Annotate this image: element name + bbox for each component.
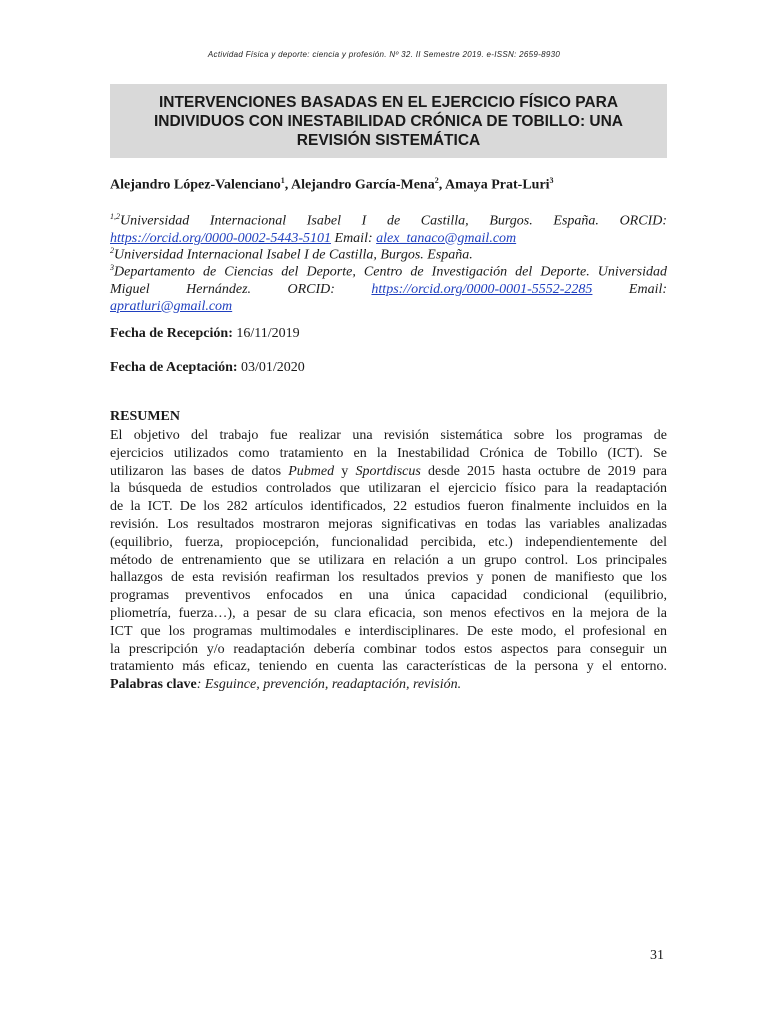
orcid-link[interactable]: https://orcid.org/0000-0001-5552-2285 — [371, 281, 593, 297]
email-link[interactable]: alex_tanaco@gmail.com — [376, 230, 517, 246]
affiliation-mark: 3 — [110, 263, 114, 272]
author-name: Amaya Prat-Luri — [444, 177, 550, 193]
abstract-body: El objetivo del trabajo fue realizar una revisión sistemática sobre los programas de ejercicios utilizados como tratamiento en la Inestabilidad Crónica de Tobillo (ICT). Se utilizaron las bases de datos Pubmed y Sportdiscus desde 2015 hasta octubre de 2019 para la búsqueda de estudios controlados que utilizaran el ejercicio físico para la readaptación de la ICT. De los 282 artículos identificados, 22 estudios fueron finalmente incluidos en la revisión. Los resultados mostraron mejoras significativas en todas las variables analizadas (equilibrio, fuerza, propiocepción, funcionalidad percibida, etc.) independientemente del método de entrenamiento que se utilizara en relación a un grupo control. Los principales hallazgos de esta revisión reafirman los resultados previos y ponen de manifiesto que los programas preventivos enfocados en una única capacidad condicional (equilibrio, pliometría, fuerza…), a pesar de su clara eficacia, son menos efectivos en la mejora de la ICT que los programas multimodales e interdisciplinares. De este modo, el profesional en la prescripción y/o readaptación debería combinar todos estos aspectos para conseguir un tratamiento más eficaz, teniendo en cuenta las características de la persona y el entorno. Palabras clave: Esguince, prevención, readaptación, revisión. — [110, 428, 668, 693]
email-link[interactable]: apratluri@gmail.com — [110, 298, 233, 314]
orcid-link[interactable]: https://orcid.org/0000-0002-5443-5101 — [110, 230, 332, 246]
affiliation-1: $^{1,2}$Universidad Internacional Isabel I de Castilla, Burgos. España. ORCID: https://orcid.org/0000-0002-5443-5101 Email: alex_tanaco@gmail.com — [110, 212, 667, 246]
affiliation-3: $^3$Departamento de Ciencias del Deporte, Centro de Investigación del Deporte. Universidad Miguel Hernández. ORCID: https://orcid.org/0000-0001-5552-2285 Email: apratluri@gmail.com — [110, 263, 668, 314]
affiliation-mark: 2 — [110, 246, 114, 255]
article-title-line: REVISIÓN SISTEMÁTICA — [296, 132, 481, 149]
author-list: Alejandro López-Valenciano$^1$, Alejandro García-Mena$^2$, Amaya Prat-Luri$^3$ — [110, 176, 554, 193]
author-affiliation-mark: 3 — [549, 176, 554, 185]
author-name: Alejandro López-Valenciano — [110, 177, 281, 193]
author-affiliation-mark: 1 — [280, 176, 285, 185]
received-date: Fecha de Recepción: 16/11/2019 — [110, 326, 300, 341]
author-name: Alejandro García-Mena — [290, 177, 435, 193]
keywords: Palabras clave: Esguince, prevención, readaptación, revisión. — [110, 677, 462, 693]
accepted-date: Fecha de Aceptación: 03/01/2020 — [110, 360, 305, 375]
affiliation-mark: 1,2 — [110, 212, 120, 221]
article-title-box — [110, 84, 667, 158]
article-title-line: INTERVENCIONES BASADAS EN EL EJERCICIO FÍSICO PARA — [158, 94, 619, 111]
article-title-line: INDIVIDUOS CON INESTABILIDAD CRÓNICA DE TOBILLO: UNA — [153, 113, 624, 130]
author-affiliation-mark: 2 — [434, 176, 439, 185]
journal-header: Actividad Física y deporte: ciencia y profesión. Nº 32. II Semestre 2019. e-ISSN: 2659-8930 — [207, 50, 561, 59]
affiliation-2: $^2$Universidad Internacional Isabel I de Castilla, Burgos. España. — [110, 246, 473, 263]
page-number: 31 — [650, 948, 664, 963]
abstract-heading: RESUMEN — [110, 409, 181, 424]
